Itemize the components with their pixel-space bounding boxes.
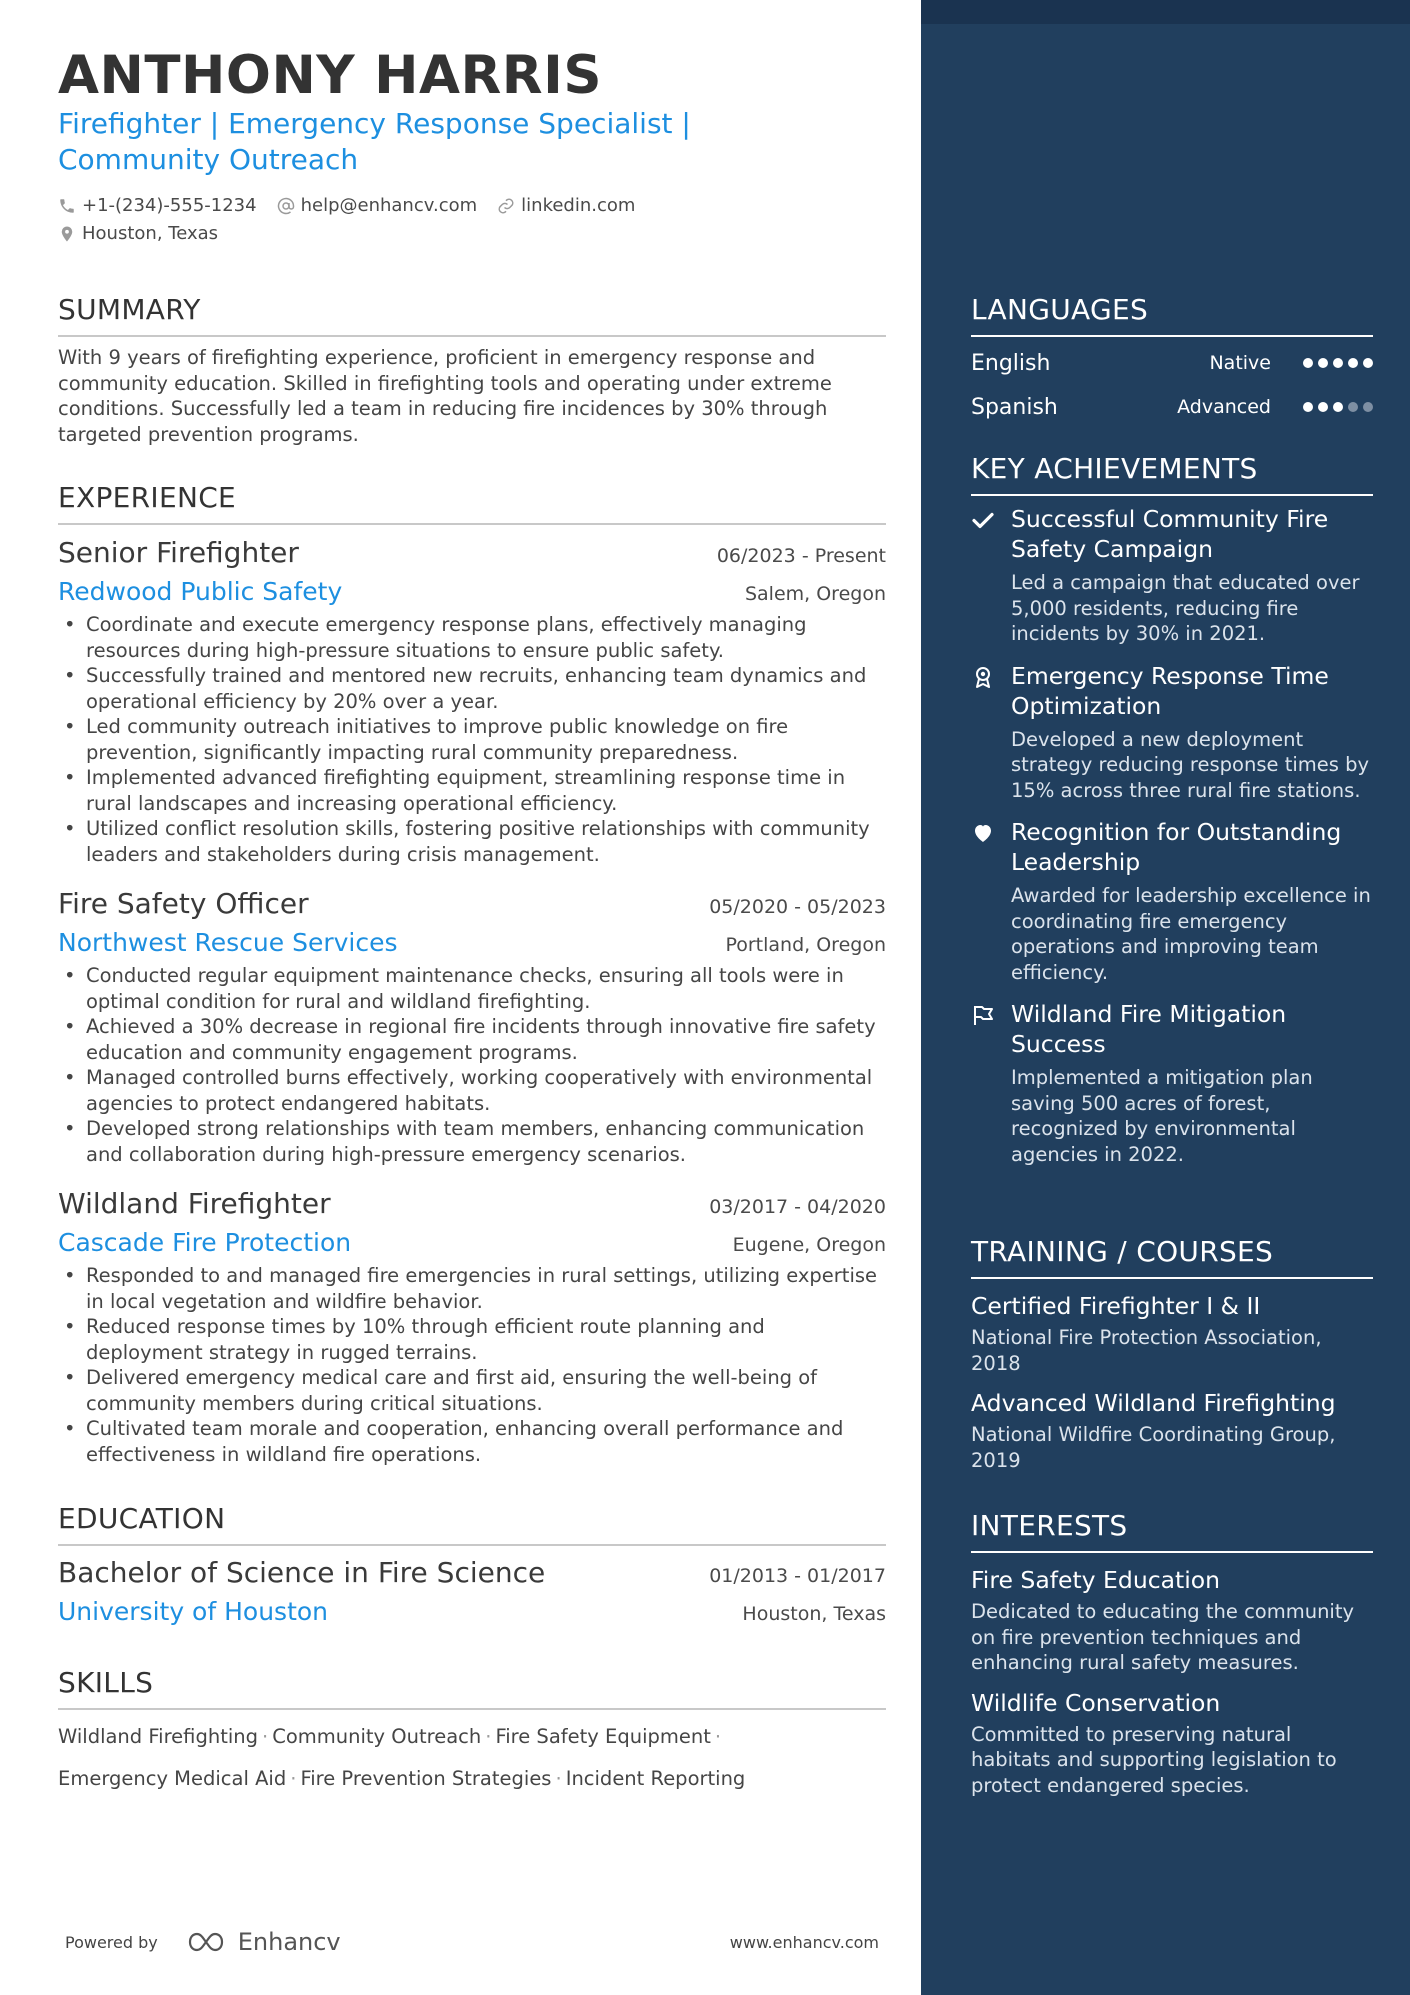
brand-name: Enhancv xyxy=(237,1928,341,1956)
job-bullet: • Successfully trained and mentored new recruits, enhancing team dynamics and operational efficiency by 20% over a year. xyxy=(58,663,886,714)
powered-by-text: Powered by xyxy=(65,1932,158,1952)
section-divider xyxy=(58,1708,886,1710)
language-level: Advanced xyxy=(1177,396,1271,418)
job-bullet: • Reduced response times by 10% through efficient route planning and deployment strategy in rugged terrains. xyxy=(58,1314,886,1365)
summary-text: With 9 years of firefighting experience, proficient in emergency response and community education. Skilled in firefighting tools and operating under extreme conditions. Successfully led a team in reducing fire incidences by 30% through targeted prevention programs. xyxy=(58,346,832,446)
phone-icon xyxy=(58,197,76,215)
flag-icon xyxy=(971,1003,995,1027)
section-divider xyxy=(971,1551,1373,1553)
job-bullet: • Coordinate and execute emergency response plans, effectively managing resources during high-pressure situations to ensure public safety. xyxy=(58,612,886,663)
course-item xyxy=(971,1388,1373,1473)
achievement-title: Recognition for Outstanding Leadership xyxy=(1011,818,1342,876)
job-bullet: • Cultivated team morale and cooperation, enhancing overall performance and effectiveness in wildland fire operations. xyxy=(58,1416,886,1467)
location-pin-icon xyxy=(58,225,76,243)
job-bullets xyxy=(58,963,886,1167)
course-title: Certified Firefighter I & II xyxy=(971,1292,1261,1320)
skill-item: Emergency Medical Aid xyxy=(58,1767,287,1790)
experience-title: EXPERIENCE xyxy=(58,481,237,514)
location-contact xyxy=(58,220,218,248)
job-location: Eugene, Oregon xyxy=(732,1234,886,1256)
linkedin-text: linkedin.com xyxy=(521,195,636,216)
phone-contact[interactable] xyxy=(58,192,257,220)
course-item xyxy=(971,1291,1373,1376)
skills-line: Emergency Medical Aid · Fire Prevention Strategies · Incident Reporting xyxy=(58,1767,746,1790)
website-link[interactable]: www.enhancv.com xyxy=(729,1932,879,1952)
location-text: Houston, Texas xyxy=(82,223,219,244)
interests-section xyxy=(971,1509,1373,1798)
job-title: Wildland Firefighter xyxy=(58,1187,331,1220)
job-bullet: • Delivered emergency medical care and first aid, ensuring the well-being of community members during critical situations. xyxy=(58,1365,886,1416)
job-date: 03/2017 - 04/2020 xyxy=(709,1196,886,1218)
language-name: Spanish xyxy=(971,394,1058,420)
job-bullet: • Responded to and managed fire emergencies in rural settings, utilizing expertise in local vegetation and wildfire behavior. xyxy=(58,1263,886,1314)
summary-title: SUMMARY xyxy=(58,293,201,326)
sidebar xyxy=(921,0,1410,1995)
link-icon xyxy=(497,197,515,215)
skill-item: Incident Reporting xyxy=(565,1767,746,1790)
job-bullet: • Utilized conflict resolution skills, fostering positive relationships with community leaders and stakeholders during crisis management. xyxy=(58,816,886,867)
job-entry xyxy=(58,1187,886,1467)
section-divider xyxy=(971,335,1373,337)
interest-desc: Dedicated to educating the community on fire prevention techniques and enhancing rural safety measures. xyxy=(971,1600,1355,1674)
interest-title: Fire Safety Education xyxy=(971,1566,1221,1594)
training-title: TRAINING / COURSES xyxy=(971,1235,1274,1268)
achievement-item xyxy=(971,504,1373,647)
achievement-item xyxy=(971,817,1373,985)
job-bullet: • Led community outreach initiatives to improve public knowledge on fire prevention, significantly impacting rural community preparedness. xyxy=(58,714,886,765)
achievement-title: Emergency Response Time Optimization xyxy=(1011,661,1329,720)
job-date: 05/2020 - 05/2023 xyxy=(709,896,886,918)
language-row xyxy=(971,385,1373,429)
education-section xyxy=(58,1502,886,1628)
linkedin-contact[interactable] xyxy=(497,192,635,220)
section-divider xyxy=(971,1277,1373,1279)
section-divider xyxy=(58,523,886,525)
enhancv-logo[interactable] xyxy=(186,1928,341,1956)
job-bullets xyxy=(58,1263,886,1467)
job-bullet: • Developed strong relationships with team members, enhancing communication and collaboration during high-pressure emergency scenarios. xyxy=(58,1116,886,1167)
achievement-desc: Led a campaign that educated over 5,000 residents, reducing fire incidents by 30% in 2021. xyxy=(1011,571,1360,645)
school-location: Houston, Texas xyxy=(742,1603,886,1625)
page-footer xyxy=(65,1928,879,1956)
achievement-title: Successful Community Fire Safety Campaign xyxy=(1011,505,1329,563)
achievements-title: KEY ACHIEVEMENTS xyxy=(971,452,1258,485)
job-bullets xyxy=(58,612,886,867)
experience-section xyxy=(58,481,886,525)
education-date: 01/2013 - 01/2017 xyxy=(709,1565,886,1587)
achievement-title: Wildland Fire Mitigation Success xyxy=(1011,1000,1287,1058)
award-icon xyxy=(971,665,995,689)
interest-title: Wildlife Conservation xyxy=(971,1688,1221,1717)
training-section xyxy=(971,1235,1373,1473)
check-icon xyxy=(971,508,995,532)
job-entry xyxy=(58,887,886,1167)
achievement-item xyxy=(971,999,1373,1167)
contact-info xyxy=(58,192,655,248)
degree-title: Bachelor of Science in Fire Science xyxy=(58,1556,546,1589)
interest-item xyxy=(971,1565,1373,1676)
interest-item xyxy=(971,1688,1373,1799)
job-bullet: • Managed controlled burns effectively, working cooperatively with environmental agencies to protect endangered habitats. xyxy=(58,1065,886,1116)
job-location: Salem, Oregon xyxy=(744,583,886,605)
proficiency-dots xyxy=(1303,402,1373,412)
section-divider xyxy=(58,335,886,337)
job-date: 06/2023 - Present xyxy=(716,545,886,567)
sidebar-top-band xyxy=(921,0,1410,24)
achievement-desc: Awarded for leadership excellence in coordinating fire emergency operations and improving team efficiency. xyxy=(1011,884,1371,984)
interests-title: INTERESTS xyxy=(971,1509,1128,1542)
language-row xyxy=(971,341,1373,385)
skills-section xyxy=(58,1666,886,1800)
skill-item: Community Outreach xyxy=(272,1725,482,1748)
job-company: Redwood Public Safety xyxy=(58,577,343,606)
job-entry xyxy=(58,536,886,867)
language-level: Native xyxy=(1209,352,1271,374)
job-location: Portland, Oregon xyxy=(725,934,886,956)
course-provider: National Fire Protection Association, 2018 xyxy=(971,1326,1322,1375)
email-contact[interactable] xyxy=(277,192,478,220)
education-title: EDUCATION xyxy=(58,1502,226,1535)
summary-section xyxy=(58,293,886,447)
heart-icon xyxy=(971,821,995,845)
school-name: University of Houston xyxy=(58,1597,329,1626)
skills-line: Wildland Firefighting · Community Outreach · Fire Safety Equipment · xyxy=(58,1725,722,1748)
email-text: help@enhancv.com xyxy=(300,195,478,216)
skills-title: SKILLS xyxy=(58,1666,154,1699)
course-title: Advanced Wildland Firefighting xyxy=(971,1389,1336,1417)
languages-title: LANGUAGES xyxy=(971,293,1149,326)
job-company: Northwest Rescue Services xyxy=(58,928,398,957)
achievement-desc: Developed a new deployment strategy reducing response times by 15% across three rural fire stations. xyxy=(1011,727,1370,802)
course-provider: National Wildfire Coordinating Group, 2019 xyxy=(971,1423,1336,1472)
section-divider xyxy=(58,1544,886,1546)
skills-list xyxy=(58,1716,886,1800)
achievement-item xyxy=(971,661,1373,804)
candidate-tagline: Firefighter | Emergency Response Specialist | Community Outreach xyxy=(58,107,691,176)
language-name: English xyxy=(971,350,1051,376)
skill-item: Fire Prevention Strategies xyxy=(300,1767,552,1790)
section-divider xyxy=(971,494,1373,496)
job-title: Fire Safety Officer xyxy=(58,887,309,920)
skill-item: Fire Safety Equipment xyxy=(495,1725,711,1748)
languages-section xyxy=(971,293,1373,429)
interest-desc: Committed to preserving natural habitats and supporting legislation to protect endangered species. xyxy=(971,1722,1337,1797)
skill-item: Wildland Firefighting xyxy=(58,1725,258,1748)
job-bullet: • Achieved a 30% decrease in regional fire incidents through innovative fire safety education and community engagement programs. xyxy=(58,1014,886,1065)
job-title: Senior Firefighter xyxy=(58,536,299,569)
at-icon xyxy=(277,197,295,215)
job-company: Cascade Fire Protection xyxy=(58,1228,352,1257)
achievements-section xyxy=(971,452,1373,1167)
job-bullet: • Conducted regular equipment maintenance checks, ensuring all tools were in optimal condition for rural and wildland firefighting. xyxy=(58,963,886,1014)
achievement-desc: Implemented a mitigation plan saving 500 acres of forest, recognized by environmental agencies in 2022. xyxy=(1011,1066,1313,1166)
phone-text: +1-(234)-555-1234 xyxy=(82,195,257,216)
enhancv-logo-icon xyxy=(186,1930,232,1954)
candidate-name: ANTHONY HARRIS xyxy=(58,45,603,106)
job-bullet: • Implemented advanced firefighting equipment, streamlining response time in rural landscapes and increasing operational efficiency. xyxy=(58,765,886,816)
proficiency-dots xyxy=(1303,358,1373,368)
